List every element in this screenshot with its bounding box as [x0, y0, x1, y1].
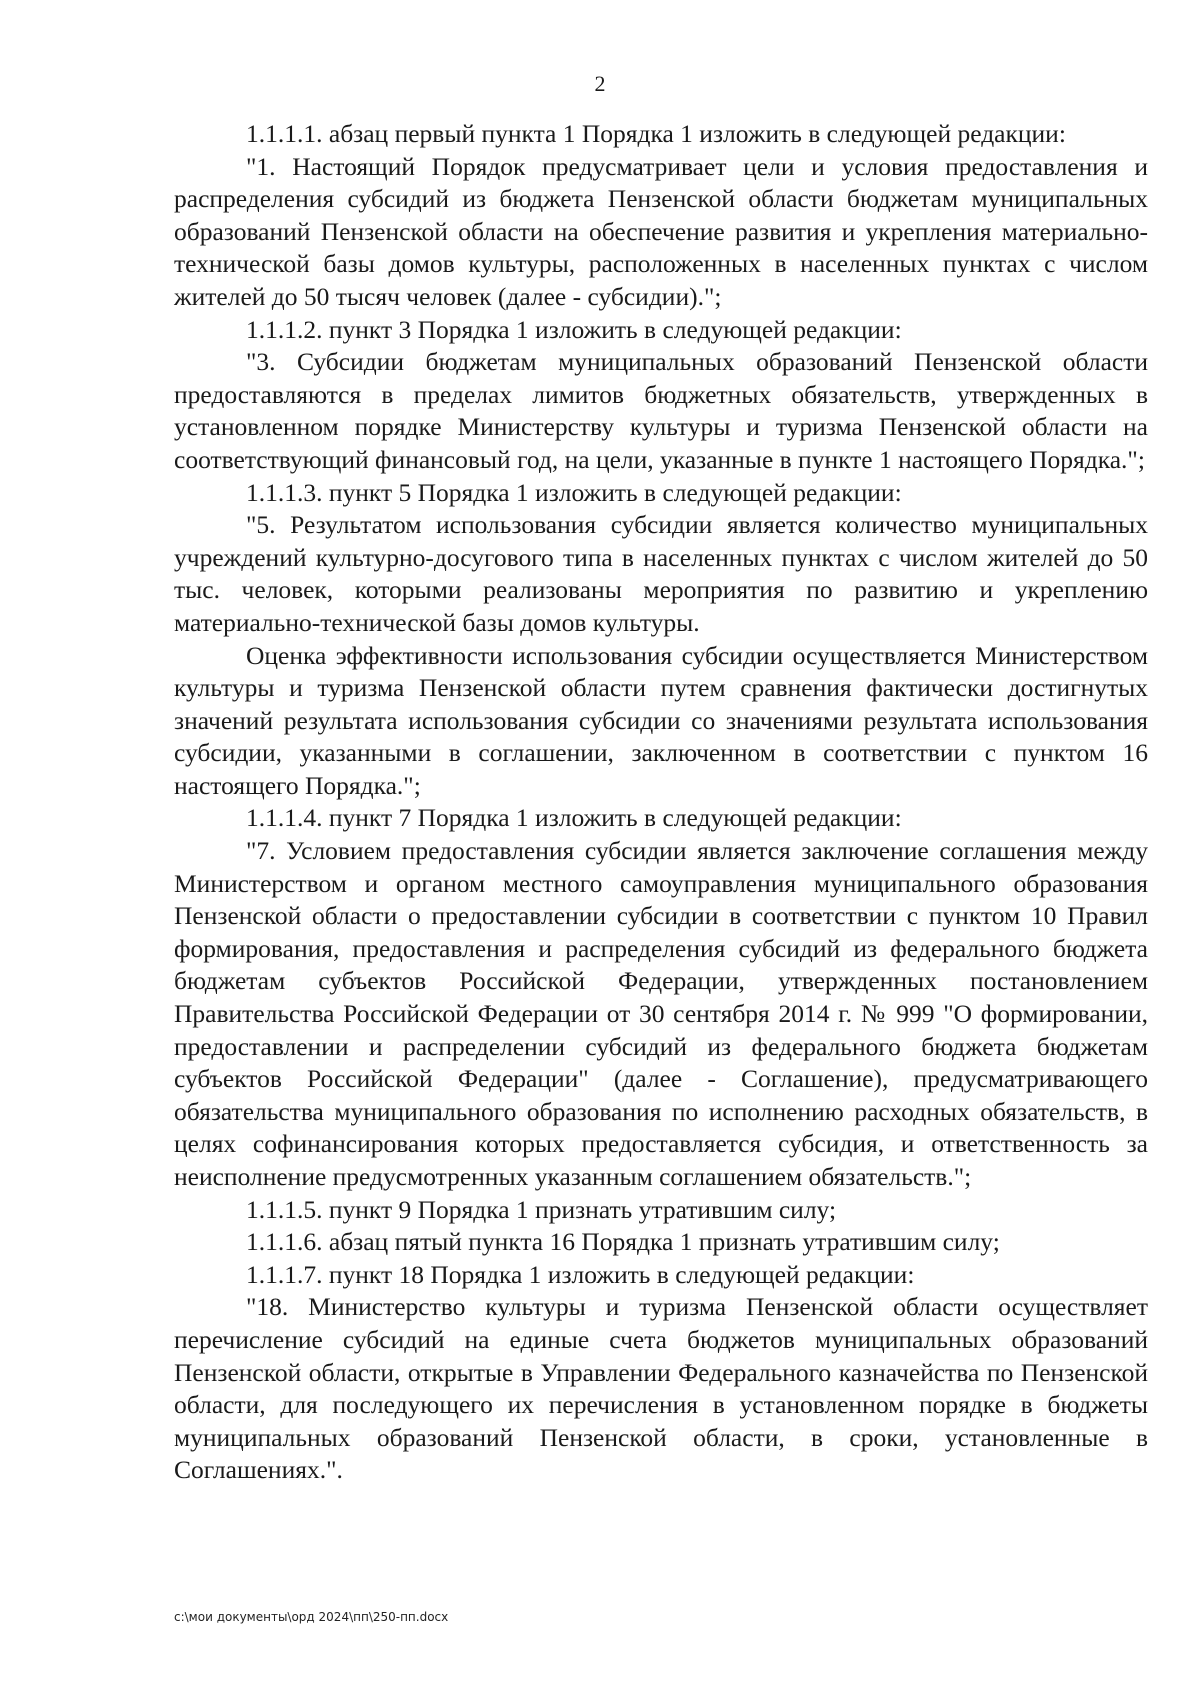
paragraph-point-7-text: "7. Условием предоставления субсидии является заключение соглашения между Министерством и органом местного самоуправления муниципального образования Пензенской области о предоставлении субсидии в соответствии с пунктом 10 Правил формирования, предоставления и распределения субсидий из федерального бюджета бюджетам субъектов Российской Федерации, утвержденных постановлением Правительства Российской Федерации от 30 сентября 2014 г. № 999 "О формировании, предоставлении и распределении субсидий из федерального бюджета бюджетам субъектов Российской Федерации" (далее - Соглашение), предусматривающего обязательства муниципального образования по исполнению расходных обязательств, в целях софинансирования которых предоставляется субсидия, и ответственность за неисполнение предусмотренных указанным соглашением обязательств.";	[174, 836, 1148, 1191]
document-body	[174, 118, 1148, 1487]
paragraph-1-1-1-4-heading: 1.1.1.4. пункт 7 Порядка 1 изложить в следующей редакции:	[246, 803, 902, 833]
paragraph-1-1-1-5: 1.1.1.5. пункт 9 Порядка 1 признать утратившим силу;	[246, 1194, 837, 1224]
paragraph-effectiveness-evaluation: Оценка эффективности использования субсидии осуществляется Министерством культуры и туризма Пензенской области путем сравнения фактически достигнутых значений результата использования субсидии со значениями результата использования субсидии, указанными в соглашении, заключенном в соответствии с пунктом 16 настоящего Порядка.";	[174, 640, 1148, 800]
paragraph-1-1-1-6: 1.1.1.6. абзац пятый пункта 16 Порядка 1 признать утратившим силу;	[246, 1227, 1000, 1257]
paragraph-1-1-1-3-heading: 1.1.1.3. пункт 5 Порядка 1 изложить в следующей редакции:	[246, 477, 902, 507]
paragraph-1-1-1-7-heading: 1.1.1.7. пункт 18 Порядка 1 изложить в следующей редакции:	[246, 1259, 915, 1289]
paragraph-point-3-text: "3. Субсидии бюджетам муниципальных образований Пензенской области предоставляются в пределах лимитов бюджетных обязательств, утвержденных в установленном порядке Министерству культуры и туризма Пензенской области на соответствующий финансовый год, на цели, указанные в пункте 1 настоящего Порядка.";	[174, 347, 1148, 474]
paragraph-1-1-1-2-heading: 1.1.1.2. пункт 3 Порядка 1 изложить в следующей редакции:	[246, 314, 902, 344]
paragraph-1-1-1-1-heading: 1.1.1.1. абзац первый пункта 1 Порядка 1 изложить в следующей редакции:	[246, 119, 1066, 148]
page-number: 2	[594, 71, 606, 96]
paragraph-point-18-text: "18. Министерство культуры и туризма Пензенской области осуществляет перечисление субсидий на единые счета бюджетов муниципальных образований Пензенской области, открытые в Управлении Федерального казначейства по Пензенской области, для последующего их перечисления в установленном порядке в бюджеты муниципальных образований Пензенской области, в сроки, установленные в Соглашениях.".	[174, 1292, 1148, 1485]
paragraph-point-1-text: "1. Настоящий Порядок предусматривает цели и условия предоставления и распределения субсидий из бюджета Пензенской области бюджетам муниципальных образований Пензенской области на обеспечение развития и укрепления материально-технической базы домов культуры, расположенных в населенных пунктах с числом жителей до 50 тысяч человек (далее - субсидии).";	[174, 151, 1148, 311]
footer-file-path: c:\мои документы\орд 2024\пп\250-пп.docx	[174, 1610, 449, 1624]
paragraph-point-5-text: "5. Результатом использования субсидии является количество муниципальных учреждений культурно-досугового типа в населенных пунктах с числом жителей до 50 тыс. человек, которыми реализованы мероприятия по развитию и укреплению материально-технической базы домов культуры.	[174, 510, 1148, 637]
